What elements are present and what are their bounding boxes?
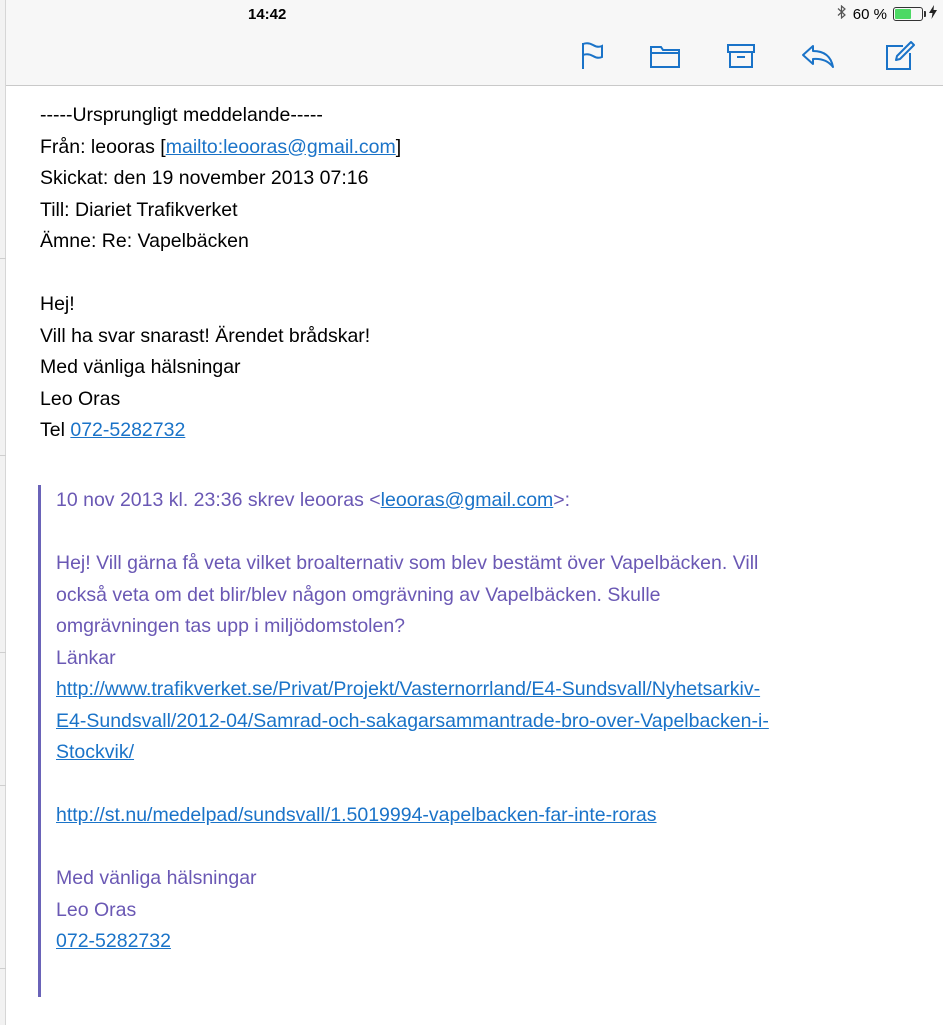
to-line: Till: Diariet Trafikverket	[40, 198, 238, 221]
quote-phone-link[interactable]: 072-5282732	[56, 930, 171, 952]
original-message-divider: -----Ursprungligt meddelande-----	[40, 104, 323, 126]
greeting: Hej!	[40, 293, 75, 315]
reply-button[interactable]	[799, 38, 837, 74]
quote-intro-prefix: 10 nov 2013 kl. 23:36 skrev leooras <	[56, 489, 381, 511]
quote-intro	[56, 485, 908, 517]
battery-fill	[895, 9, 911, 19]
trafikverket-link[interactable]: http://www.trafikverket.se/Privat/Projekt/Vasternorrland/E4-Sundsvall/Nyhetsarkiv-	[56, 678, 761, 700]
sender-name: Leo Oras	[40, 387, 121, 410]
tel-prefix: Tel	[40, 419, 71, 441]
from-suffix: ]	[395, 135, 402, 158]
quote-intro-suffix: >:	[553, 489, 571, 511]
bluetooth-icon	[837, 5, 847, 23]
message-body	[40, 100, 920, 447]
archive-button[interactable]	[722, 38, 760, 74]
compose-button[interactable]	[880, 38, 918, 74]
quote-phone-line[interactable]	[56, 926, 908, 958]
links-label: Länkar	[56, 646, 116, 669]
from-email-link[interactable]: mailto:leooras@gmail.com	[165, 135, 396, 158]
status-bar	[6, 0, 943, 28]
quote-paragraph-line: omgrävningen tas upp i miljödomstolen?	[56, 615, 406, 637]
quoted-message	[38, 485, 908, 997]
trafikverket-link[interactable]: Stockvik/	[56, 741, 135, 763]
from-prefix: Från: leooras [	[40, 135, 166, 158]
archive-icon	[726, 42, 756, 70]
trafikverket-link-line[interactable]	[56, 737, 908, 769]
reply-icon	[800, 42, 836, 70]
closing: Med vänliga hälsningar	[40, 356, 241, 378]
quote-closing: Med vänliga hälsningar	[56, 867, 257, 889]
battery-percent: 60 %	[852, 5, 887, 23]
trafikverket-link-line[interactable]	[56, 706, 908, 738]
flag-icon	[578, 41, 606, 71]
quote-paragraph-line: också veta om det blir/blev någon omgrävning av Vapelbäcken. Skulle	[56, 583, 661, 606]
body-line: Vill ha svar snarast! Ärendet brådskar!	[40, 324, 371, 347]
st-nu-link-line[interactable]	[56, 800, 908, 832]
mail-toolbar	[6, 28, 943, 86]
compose-icon	[883, 40, 915, 72]
telephone-line	[40, 415, 920, 447]
move-to-folder-button[interactable]	[646, 38, 684, 74]
status-right	[837, 5, 937, 23]
folder-icon	[649, 43, 681, 69]
flag-button[interactable]	[573, 38, 611, 74]
st-nu-link[interactable]: http://st.nu/medelpad/sundsvall/1.5019994-vapelbacken-far-inte-roras	[56, 804, 657, 826]
left-edge-gutter	[0, 0, 6, 1025]
quote-paragraph-line: Hej! Vill gärna få veta vilket broalternativ som blev bestämt över Vapelbäcken. Vill	[56, 552, 759, 574]
trafikverket-link[interactable]: E4-Sundsvall/2012-04/Samrad-och-sakagarsammantrade-bro-over-Vapelbacken-i-	[56, 709, 769, 732]
quote-email-link[interactable]: leooras@gmail.com	[380, 489, 554, 511]
phone-link[interactable]: 072-5282732	[70, 419, 186, 441]
from-line	[40, 132, 920, 164]
subject-line: Ämne: Re: Vapelbäcken	[40, 230, 249, 252]
trafikverket-link-line[interactable]	[56, 674, 908, 706]
charging-icon	[929, 5, 937, 23]
sent-line: Skickat: den 19 november 2013 07:16	[40, 167, 369, 189]
status-time: 14:42	[248, 6, 287, 23]
quote-sender-name: Leo Oras	[56, 898, 137, 921]
battery-icon	[893, 7, 923, 21]
